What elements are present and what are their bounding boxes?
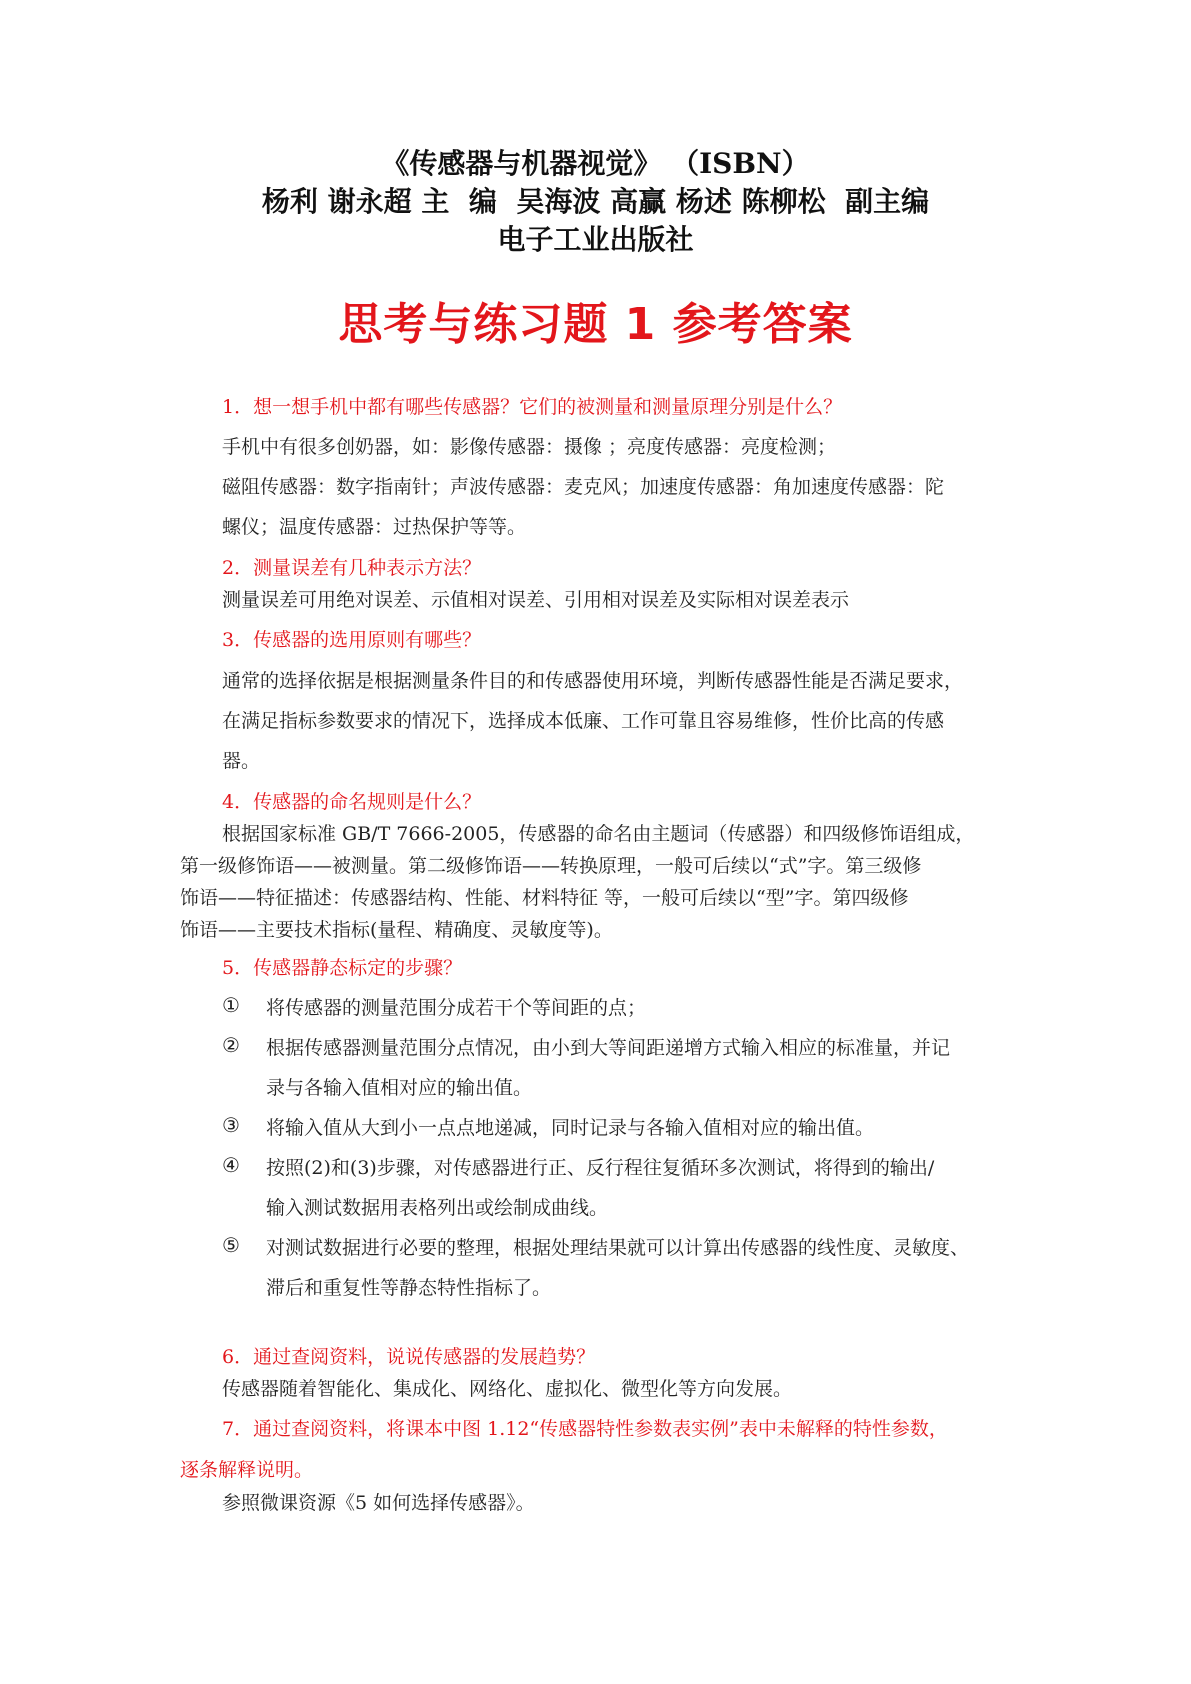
step-2-line-2: 录与各输入值相对应的输出值。 xyxy=(266,1077,533,1099)
question-6: 6．通过查阅资料，说说传感器的发展趋势？ xyxy=(222,1346,596,1368)
step-2-line-1: 根据传感器测量范围分点情况，由小到大等间距递增方式输入相应的标准量，并记 xyxy=(266,1037,951,1059)
step-4-line-1: 按照(2)和(3)步骤，对传感器进行正、反行程往复循环多次测试，将得到的输出/ xyxy=(266,1157,935,1179)
publisher-line: 电子工业出版社 xyxy=(497,223,694,256)
question-7-line-2: 逐条解释说明。 xyxy=(180,1459,314,1481)
step-5-line-1: 对测试数据进行必要的整理，根据处理结果就可以计算出传感器的线性度、灵敏度、 xyxy=(266,1237,970,1259)
question-4: 4．传感器的命名规则是什么？ xyxy=(222,791,482,813)
answer-4-line-1: 根据国家标准 GB/T 7666-2005，传感器的命名由主题词（传感器）和四级修饰语组成， xyxy=(222,823,975,845)
step-3-number: ③ xyxy=(222,1113,240,1137)
step-1-number: ① xyxy=(222,993,240,1017)
answer-4-line-3: 饰语——特征描述：传感器结构、性能、材料特征 等，一般可后续以“型”字。第四级修 xyxy=(180,887,909,909)
answer-6-line-1: 传感器随着智能化、集成化、网络化、虚拟化、微型化等方向发展。 xyxy=(222,1378,793,1400)
answer-1-line-3: 螺仪；温度传感器：过热保护等等。 xyxy=(222,516,527,538)
question-3: 3．传感器的选用原则有哪些？ xyxy=(222,629,482,651)
answer-1-line-2: 磁阻传感器：数字指南针；声波传感器：麦克风；加速度传感器：角加速度传感器：陀 xyxy=(222,476,945,498)
editors-line: 杨利 谢永超 主 编 吴海波 高赢 杨述 陈柳松 副主编 xyxy=(261,185,930,218)
answer-3-line-3: 器。 xyxy=(222,750,261,772)
step-4-line-2: 输入测试数据用表格列出或绘制成曲线。 xyxy=(266,1197,609,1219)
step-5-number: ⑤ xyxy=(222,1233,240,1257)
answer-3-line-1: 通常的选择依据是根据测量条件目的和传感器使用环境，判断传感器性能是否满足要求， xyxy=(222,670,964,692)
answer-1-line-1: 手机中有很多创奶器，如：影像传感器：摄像 ；亮度传感器：亮度检测； xyxy=(222,436,837,458)
answer-4-line-4: 饰语——主要技术指标(量程、精确度、灵敏度等)。 xyxy=(180,919,613,941)
step-5-line-2: 滞后和重复性等静态特性指标了。 xyxy=(266,1277,552,1299)
book-title-line: 《传感器与机器视觉》 （ISBN） xyxy=(381,147,810,180)
step-1-line-1: 将传感器的测量范围分成若干个等间距的点； xyxy=(266,997,647,1019)
question-5: 5．传感器静态标定的步骤？ xyxy=(222,957,463,979)
answer-3-line-2: 在满足指标参数要求的情况下，选择成本低廉、工作可靠且容易维修，性价比高的传感 xyxy=(222,710,945,732)
answer-4-line-2: 第一级修饰语——被测量。第二级修饰语——转换原理，一般可后续以“式”字。第三级修 xyxy=(180,855,922,877)
page-title: 思考与练习题 1 参考答案 xyxy=(338,299,853,350)
question-2: 2．测量误差有几种表示方法？ xyxy=(222,557,482,579)
step-3-line-1: 将输入值从大到小一点点地递减，同时记录与各输入值相对应的输出值。 xyxy=(266,1117,875,1139)
question-7-line-1: 7．通过查阅资料，将课本中图 1.12“传感器特性参数表实例”表中未解释的特性参数， xyxy=(222,1418,948,1440)
step-2-number: ② xyxy=(222,1033,240,1057)
step-4-number: ④ xyxy=(222,1153,240,1177)
answer-2-line-1: 测量误差可用绝对误差、示值相对误差、引用相对误差及实际相对误差表示 xyxy=(222,589,850,611)
answer-7-line-1: 参照微课资源《5 如何选择传感器》。 xyxy=(222,1492,535,1514)
question-1: 1．想一想手机中都有哪些传感器？它们的被测量和测量原理分别是什么？ xyxy=(222,396,843,418)
